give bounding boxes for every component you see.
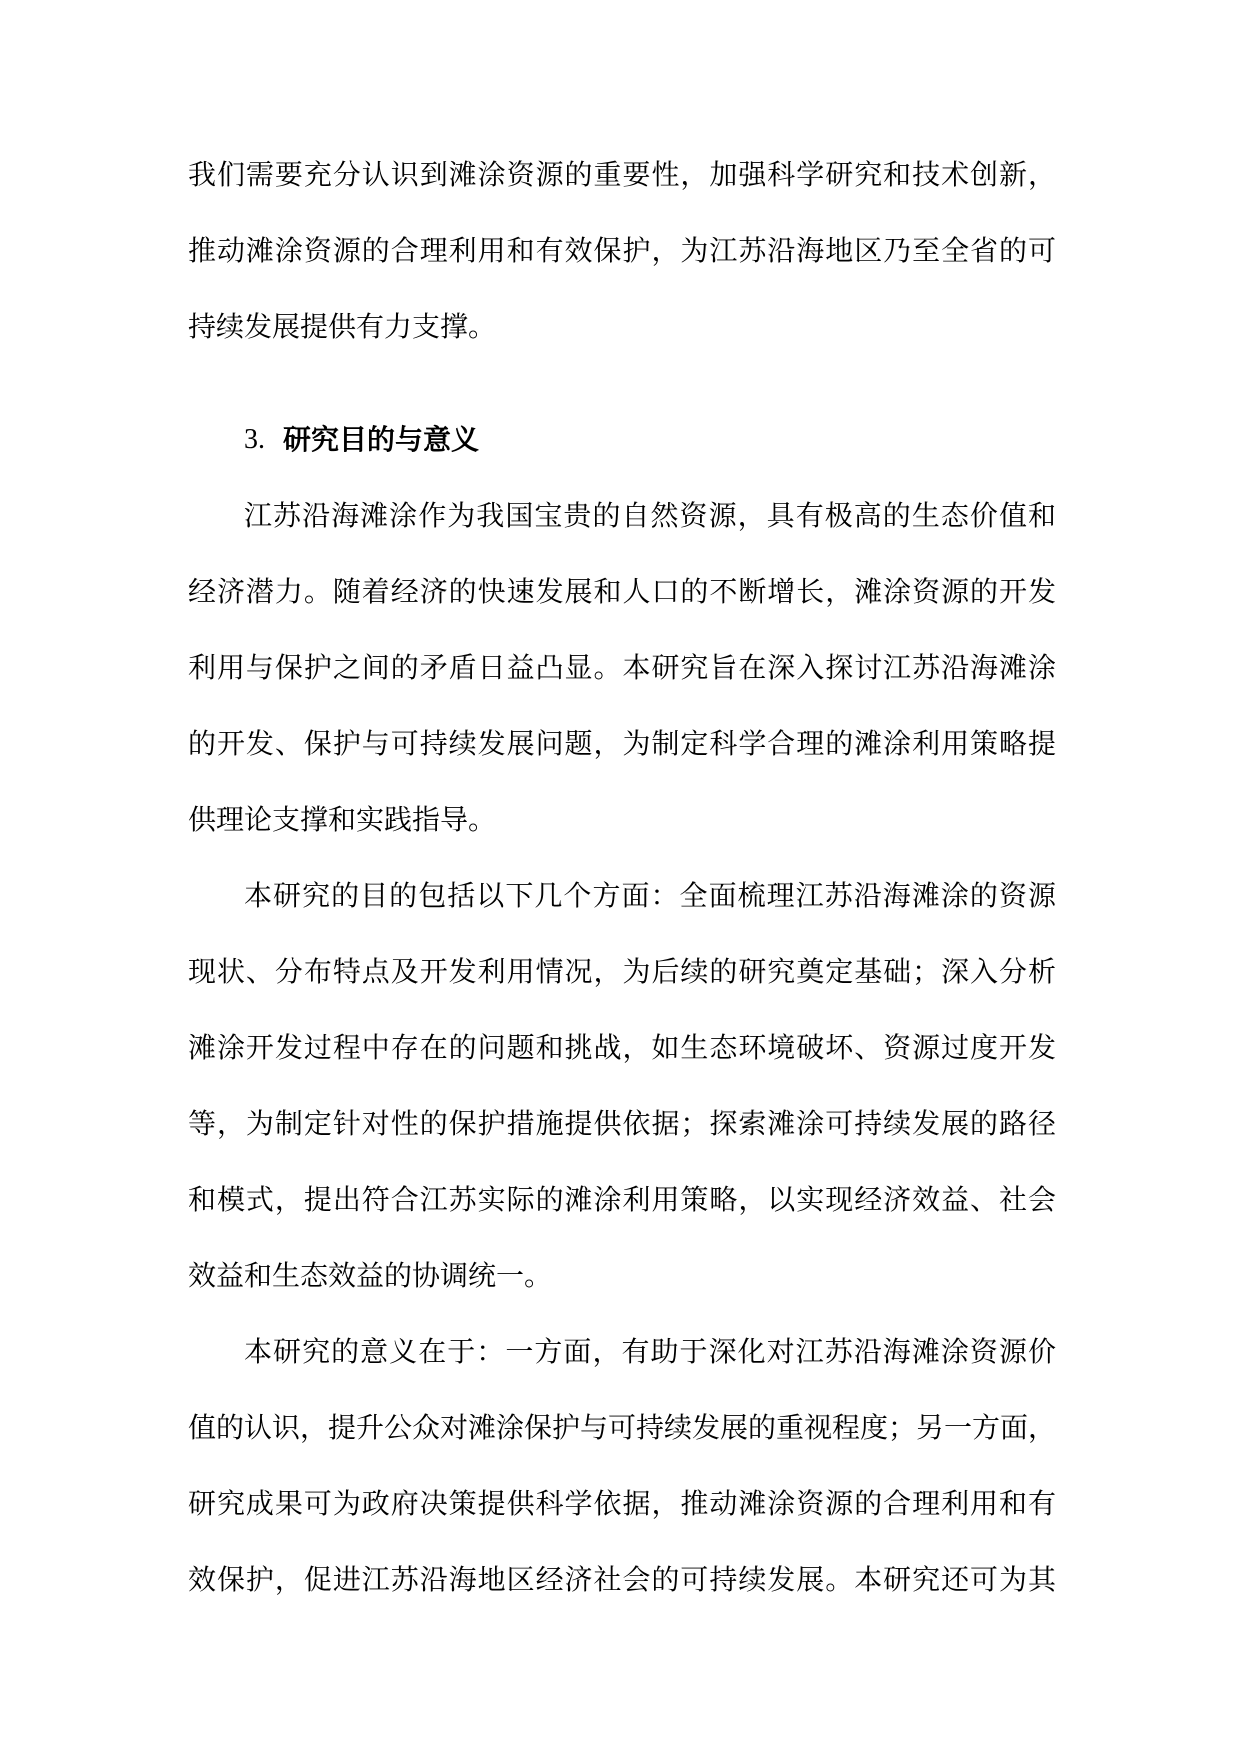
section-spacer [188, 365, 1056, 402]
section-heading [188, 402, 1056, 478]
paragraph2-line-2: 现状、分布特点及开发利用情况，为后续的研究奠定基础；深入分析 [188, 955, 1056, 988]
paragraph3-line-2: 值的认识，提升公众对滩涂保护与可持续发展的重视程度；另一方面， [188, 1411, 1056, 1444]
paragraph1-line-1: 江苏沿海滩涂作为我国宝贵的自然资源，具有极高的生态价值和 [244, 499, 1056, 532]
paragraph3-line-3: 研究成果可为政府决策提供科学依据，推动滩涂资源的合理利用和有 [188, 1487, 1056, 1520]
document-body [188, 137, 1056, 1618]
paragraph3-line-4: 效保护，促进江苏沿海地区经济社会的可持续发展。本研究还可为其 [188, 1563, 1056, 1596]
paragraph1-line-5: 供理论支撑和实践指导。 [188, 803, 497, 836]
paragraph2-line-5: 和模式，提出符合江苏实际的滩涂利用策略，以实现经济效益、社会 [188, 1183, 1056, 1216]
paragraph2-line-4: 等，为制定针对性的保护措施提供依据；探索滩涂可持续发展的路径 [188, 1107, 1056, 1140]
paragraph2-line-3: 滩涂开发过程中存在的问题和挑战，如生态环境破坏、资源过度开发 [188, 1031, 1056, 1064]
paragraph3-line-1: 本研究的意义在于：一方面，有助于深化对江苏沿海滩涂资源价 [244, 1335, 1056, 1368]
paragraph2-line-1: 本研究的目的包括以下几个方面：全面梳理江苏沿海滩涂的资源 [244, 879, 1056, 912]
intro-line-3: 持续发展提供有力支撑。 [188, 310, 497, 343]
paragraph1-line-3: 利用与保护之间的矛盾日益凸显。本研究旨在深入探讨江苏沿海滩涂 [188, 651, 1056, 684]
section-title: 研究目的与意义 [283, 423, 480, 456]
paragraph2-line-6: 效益和生态效益的协调统一。 [188, 1259, 553, 1292]
paragraph1-line-4: 的开发、保护与可持续发展问题，为制定科学合理的滩涂利用策略提 [188, 727, 1056, 760]
intro-line-2: 推动滩涂资源的合理利用和有效保护，为江苏沿海地区乃至全省的可 [188, 234, 1056, 267]
intro-line-1: 我们需要充分认识到滩涂资源的重要性，加强科学研究和技术创新， [188, 158, 1056, 191]
section-number: 3. [244, 424, 265, 455]
paragraph1-line-2: 经济潜力。随着经济的快速发展和人口的不断增长，滩涂资源的开发 [188, 575, 1056, 608]
